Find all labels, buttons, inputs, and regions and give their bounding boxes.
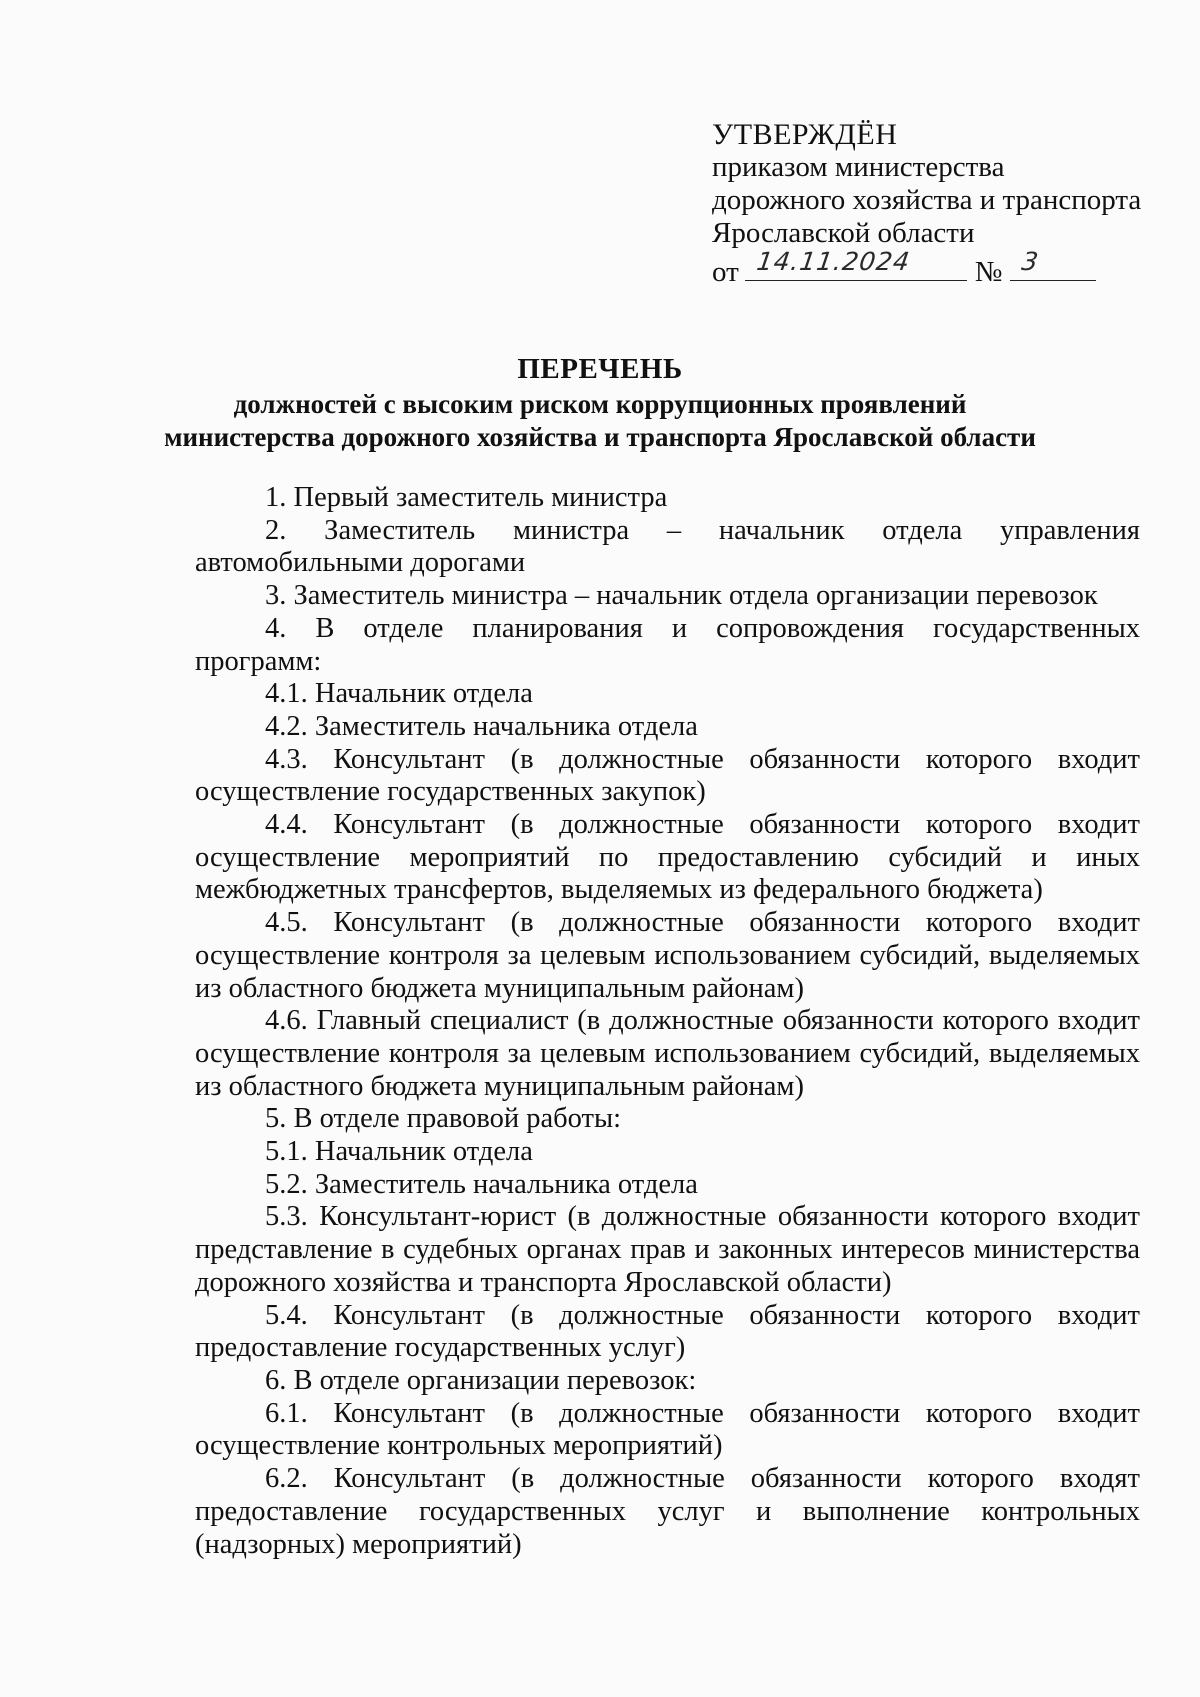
list-item: 4.3. Консультант (в должностные обязанности которого входит осуществление государственных закупок) xyxy=(195,743,1140,808)
list-item: 4.4. Консультант (в должностные обязанности которого входит осуществление мероприятий по предоставлению субсидий и иных межбюджетных трансфертов, выделяемых из федерального бюджета) xyxy=(195,809,1140,906)
list-item: 4.1. Начальник отдела xyxy=(265,678,533,710)
list-item: 6.1. Консультант (в должностные обязанности которого входит осуществление контрольных мероприятий) xyxy=(195,1397,1140,1462)
document-subtitle-line: министерства дорожного хозяйства и транспорта Ярославской области xyxy=(164,422,1036,452)
document-title: ПЕРЕЧЕНЬ xyxy=(517,353,683,385)
list-item: 3. Заместитель министра – начальник отдела организации перевозок xyxy=(265,580,1098,612)
list-item: 2. Заместитель министра – начальник отдела управления автомобильными дорогами xyxy=(195,514,1140,579)
number-label: № xyxy=(974,256,1003,288)
list-item: 6. В отделе организации перевозок: xyxy=(265,1364,697,1396)
list-item: 1. Первый заместитель министра xyxy=(265,482,668,513)
approval-title: УТВЕРЖДЁН xyxy=(712,118,898,151)
approval-line: приказом министерства xyxy=(712,151,1005,183)
date-field xyxy=(745,247,967,281)
list-item: 4. В отделе планирования и сопровождения государственных программ: xyxy=(195,612,1140,677)
list-item: 4.5. Консультант (в должностные обязанности которого входит осуществление контроля за целевым использованием субсидий, выделяемых из областного бюджета муниципальным районам) xyxy=(195,907,1140,1004)
list-item: 5. В отделе правовой работы: xyxy=(265,1103,622,1135)
list-item: 5.3. Консультант-юрист (в должностные обязанности которого входит представление в судебных органах прав и законных интересов министерства дорожного хозяйства и транспорта Ярославской области) xyxy=(195,1201,1140,1298)
positions-list xyxy=(195,482,1140,1561)
approval-date-line xyxy=(712,247,1152,289)
approval-line: Ярославской области xyxy=(712,217,975,249)
list-item: 5.1. Начальник отдела xyxy=(265,1136,533,1168)
number-field xyxy=(1010,247,1096,281)
handwritten-date: 14.11.2024 xyxy=(754,247,912,276)
approval-block xyxy=(712,118,1152,289)
document-heading xyxy=(150,350,1050,454)
document-subtitle-line: должностей с высоким риском коррупционных проявлений xyxy=(233,389,967,419)
list-item: 4.6. Главный специалист (в должностные обязанности которого входит осуществление контроля за целевым использованием субсидий, выделяемых из областного бюджета муниципальным районам) xyxy=(195,1005,1140,1102)
approval-line: дорожного хозяйства и транспорта xyxy=(712,184,1142,216)
date-prefix: от xyxy=(712,256,739,288)
list-item: 6.2. Консультант (в должностные обязанности которого входят предоставление государственных услуг и выполнение контрольных (надзорных) мероприятий) xyxy=(195,1463,1140,1560)
list-item: 5.2. Заместитель начальника отдела xyxy=(265,1168,698,1200)
handwritten-number: 3 xyxy=(1020,247,1042,276)
list-item: 5.4. Консультант (в должностные обязанности которого входит предоставление государственных услуг) xyxy=(195,1299,1140,1364)
list-item: 4.2. Заместитель начальника отдела xyxy=(265,710,698,742)
